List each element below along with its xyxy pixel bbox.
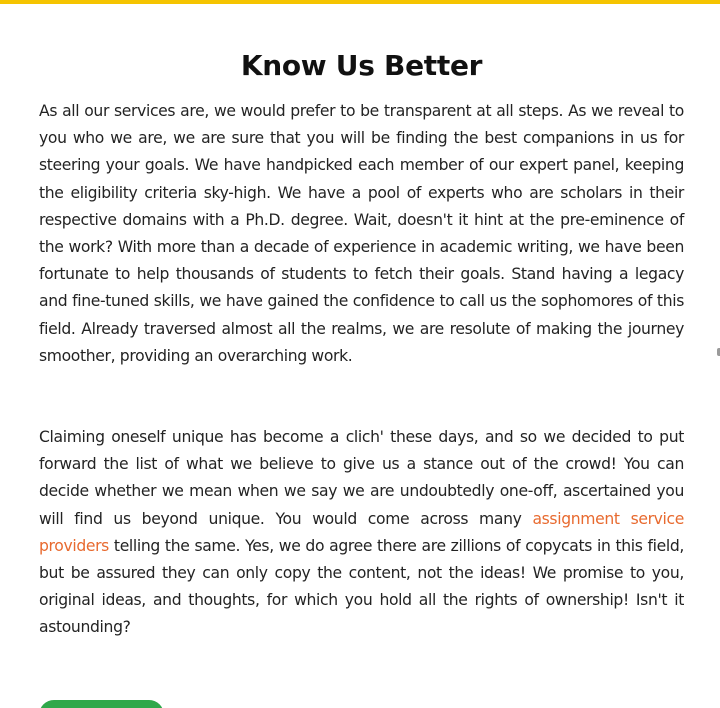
paragraph-text-after-link: telling the same. Yes, we do agree there are zillions of copycats in this field, but be assured they can only copy the content, not the ideas! We promise to you, original ideas, and thoughts, for which you hold all the rights of ownership! Isn't it astounding? [39,536,684,637]
top-accent-bar [0,0,720,4]
cta-button[interactable] [39,700,164,708]
section-title: Know Us Better [240,49,483,82]
uniqueness-paragraph [39,424,684,642]
know-us-section [39,44,684,642]
intro-paragraph: As all our services are, we would prefer to be transparent at all steps. As we reveal to you who we are, we are sure that you will be finding the best companions in us for steering your goals. We have handpicked each member of our expert panel, keeping the eligibility criteria sky-high. We have a pool of experts who are scholars in their respective domains with a Ph.D. degree. Wait, doesn't it hint at the pre-eminence of the work? With more than a decade of experience in academic writing, we have been fortunate to help thousands of students to fetch their goals. Stand having a legacy and fine-tuned skills, we have gained the confidence to call us the sophomores of this field. Already traversed almost all the realms, we are resolute of making the journey smoother, providing an overarching work. [39,102,684,365]
assignment-service-providers-link[interactable]: assignment service providers [39,509,684,555]
paragraph-text-before-link: Claiming oneself unique has become a clich' these days, and so we decided to put forward the list of what we believe to give us a stance out of the crowd! You can decide whether we mean when we say we are undoubtedly one-off, ascertained you will find us beyond unique. You would come across many [39,428,684,528]
